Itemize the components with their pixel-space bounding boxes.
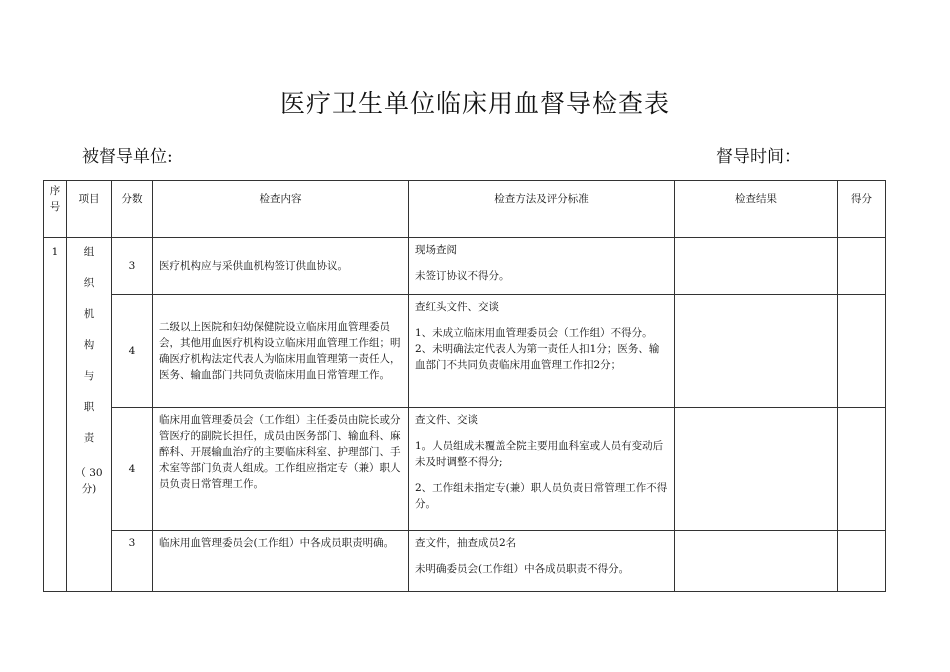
category-char: 责 (83, 432, 95, 444)
header-method: 检查方法及评分标准 (409, 181, 675, 238)
category-char: 构 (83, 339, 95, 351)
points-cell (838, 531, 886, 592)
method-title: 现场查阅 (415, 244, 457, 256)
row-score: 3 (112, 238, 153, 295)
inspection-table (43, 180, 886, 592)
method-line: 未明确委员会(工作组）中各成员职责不得分。 (415, 563, 630, 575)
method-title: 查红头文件、交谈 (415, 301, 499, 313)
points-cell (838, 408, 886, 531)
row-method (409, 238, 675, 295)
row-method (409, 531, 675, 592)
method-line: 1、未成立临床用血管理委员会（工作组）不得分。2、未明确法定代表人为第一责任人扣1分；医务、输血部门不共同负责临床用血管理工作扣2分； (415, 327, 660, 371)
row-content: 临床用血管理委员会（工作组）主任委员由院长或分管医疗的副院长担任，成员由医务部门、输血科、麻醉科、开展输血治疗的主要临床科室、护理部门、手术室等部门负责人组成。工作组应指定专（兼）职人员负责日常管理工作。 (153, 408, 409, 531)
method-title: 查文件、交谈 (415, 414, 478, 426)
result-cell (675, 531, 838, 592)
section-seq: 1 (44, 238, 67, 592)
row-score: 4 (112, 295, 153, 408)
header-score: 分数 (112, 181, 153, 238)
row-score: 3 (112, 531, 153, 592)
method-line: 1。人员组成未覆盖全院主要用血科室或人员有变动后未及时调整不得分; (415, 440, 664, 468)
header-item: 项目 (67, 181, 112, 238)
row-method (409, 295, 675, 408)
header-points: 得分 (838, 181, 886, 238)
supervision-time-label: 督导时间： (716, 147, 801, 167)
category-char: 职 (83, 401, 95, 413)
table-row (44, 295, 886, 408)
result-cell (675, 408, 838, 531)
header-content: 检查内容 (153, 181, 409, 238)
result-cell (675, 238, 838, 295)
method-title: 查文件，抽查成员2名 (415, 537, 517, 549)
points-cell (838, 238, 886, 295)
header-result: 检查结果 (675, 181, 838, 238)
category-points: （ 30 分) (75, 467, 103, 495)
category-char: 机 (83, 308, 95, 320)
row-content: 医疗机构应与采供血机构签订供血协议。 (153, 238, 409, 295)
row-content: 二级以上医院和妇幼保健院设立临床用血管理委员会，其他用血医疗机构设立临床用血管理工作组；明确医疗机构法定代表人为临床用血管理第一责任人，医务、输血部门共同负责临床用血日常管理工作。 (153, 295, 409, 408)
category-char: 织 (83, 277, 95, 289)
category-char: 组 (83, 246, 95, 258)
table-row (44, 408, 886, 531)
row-content: 临床用血管理委员会(工作组）中各成员职责明确。 (153, 531, 409, 592)
supervised-unit-label: 被督导单位: (82, 147, 173, 167)
result-cell (675, 295, 838, 408)
table-row (44, 238, 886, 295)
method-line: 2、工作组未指定专(兼）职人员负责日常管理工作不得分。 (415, 482, 668, 510)
row-method (409, 408, 675, 531)
page-title: 医疗卫生单位临床用血督导检查表 (279, 89, 670, 118)
row-score: 4 (112, 408, 153, 531)
header-seq: 序 号 (44, 181, 67, 238)
section-category (67, 238, 112, 592)
table-row (44, 531, 886, 592)
table-header-row (44, 181, 886, 238)
points-cell (838, 295, 886, 408)
method-line: 未签订协议不得分。 (415, 270, 510, 282)
category-char: 与 (83, 370, 95, 382)
